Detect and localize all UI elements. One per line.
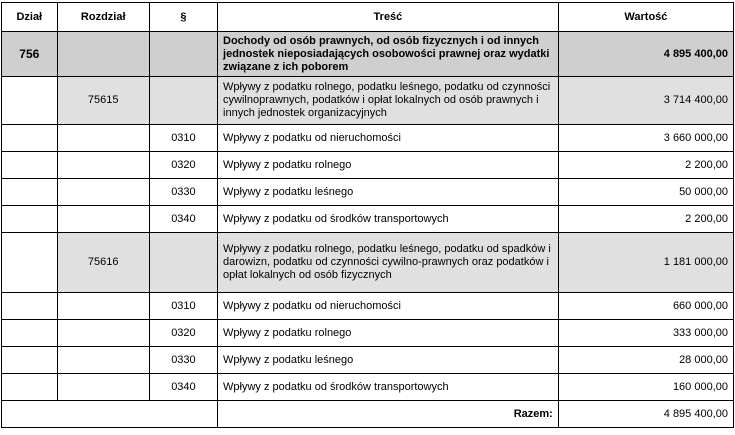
pozycja-row — [2, 179, 734, 206]
pozycja-value: 160 000,00 — [558, 374, 733, 401]
rozdzial-empty-dzial — [2, 233, 58, 293]
pozycja-text: Wpływy z podatku od środków transportowych — [218, 374, 559, 401]
total-value: 4 895 400,00 — [558, 401, 733, 428]
pozycja-paragraf: 0330 — [149, 179, 217, 206]
header-row — [2, 3, 734, 32]
rozdzial-row — [2, 77, 734, 125]
pozycja-text: Wpływy z podatku od nieruchomości — [218, 125, 559, 152]
pozycja-value: 3 660 000,00 — [558, 125, 733, 152]
rozdzial-empty-paragraf — [149, 233, 217, 293]
rozdzial-empty-paragraf — [149, 77, 217, 125]
pozycja-value: 660 000,00 — [558, 293, 733, 320]
pozycja-row — [2, 125, 734, 152]
pozycja-row — [2, 320, 734, 347]
pozycja-text: Wpływy z podatku od nieruchomości — [218, 293, 559, 320]
header-dzial: Dział — [2, 3, 58, 32]
pozycja-value: 333 000,00 — [558, 320, 733, 347]
dzial-row — [2, 32, 734, 77]
pozycja-row — [2, 152, 734, 179]
rozdzial-text: Wpływy z podatku rolnego, podatku leśnego, podatku od spadków i darowizn, podatku od czynności cywilno-prawnych oraz podatków i opłat lokalnych od osób fizycznych — [218, 233, 559, 293]
header-paragraf: § — [149, 3, 217, 32]
pozycja-text: Wpływy z podatku leśnego — [218, 179, 559, 206]
pozycja-row — [2, 206, 734, 233]
header-tresc: Treść — [218, 3, 559, 32]
pozycja-paragraf: 0320 — [149, 320, 217, 347]
pozycja-text: Wpływy z podatku od środków transportowych — [218, 206, 559, 233]
dzial-value: 4 895 400,00 — [558, 32, 733, 77]
rozdzial-empty-dzial — [2, 77, 58, 125]
rozdzial-code: 75615 — [57, 77, 149, 125]
dzial-code: 756 — [2, 32, 58, 77]
pozycja-paragraf: 0340 — [149, 374, 217, 401]
rozdzial-value: 3 714 400,00 — [558, 77, 733, 125]
pozycja-value: 2 200,00 — [558, 152, 733, 179]
pozycja-value: 2 200,00 — [558, 206, 733, 233]
pozycja-paragraf: 0310 — [149, 293, 217, 320]
pozycja-text: Wpływy z podatku rolnego — [218, 320, 559, 347]
dzial-empty-rozdzial — [57, 32, 149, 77]
pozycja-paragraf: 0310 — [149, 125, 217, 152]
pozycja-text: Wpływy z podatku rolnego — [218, 152, 559, 179]
pozycja-value: 28 000,00 — [558, 347, 733, 374]
header-wartosc: Wartość — [558, 3, 733, 32]
pozycja-paragraf: 0340 — [149, 206, 217, 233]
budget-table — [1, 2, 734, 428]
rozdzial-value: 1 181 000,00 — [558, 233, 733, 293]
rozdzial-row — [2, 233, 734, 293]
pozycja-text: Wpływy z podatku leśnego — [218, 347, 559, 374]
pozycja-row — [2, 374, 734, 401]
dzial-text: Dochody od osób prawnych, od osób fizycznych i od innych jednostek nieposiadających osobowości prawnej oraz wydatki związane z ich poborem — [218, 32, 559, 77]
pozycja-row — [2, 293, 734, 320]
pozycja-paragraf: 0330 — [149, 347, 217, 374]
rozdzial-text: Wpływy z podatku rolnego, podatku leśnego, podatku od czynności cywilnoprawnych, podatków i opłat lokalnych od osób prawnych i innych jednostek organizacyjnych — [218, 77, 559, 125]
total-label: Razem: — [218, 401, 559, 428]
pozycja-value: 50 000,00 — [558, 179, 733, 206]
header-rozdzial: Rozdział — [57, 3, 149, 32]
pozycja-paragraf: 0320 — [149, 152, 217, 179]
rozdzial-code: 75616 — [57, 233, 149, 293]
pozycja-row — [2, 347, 734, 374]
dzial-empty-paragraf — [149, 32, 217, 77]
total-row — [2, 401, 734, 428]
